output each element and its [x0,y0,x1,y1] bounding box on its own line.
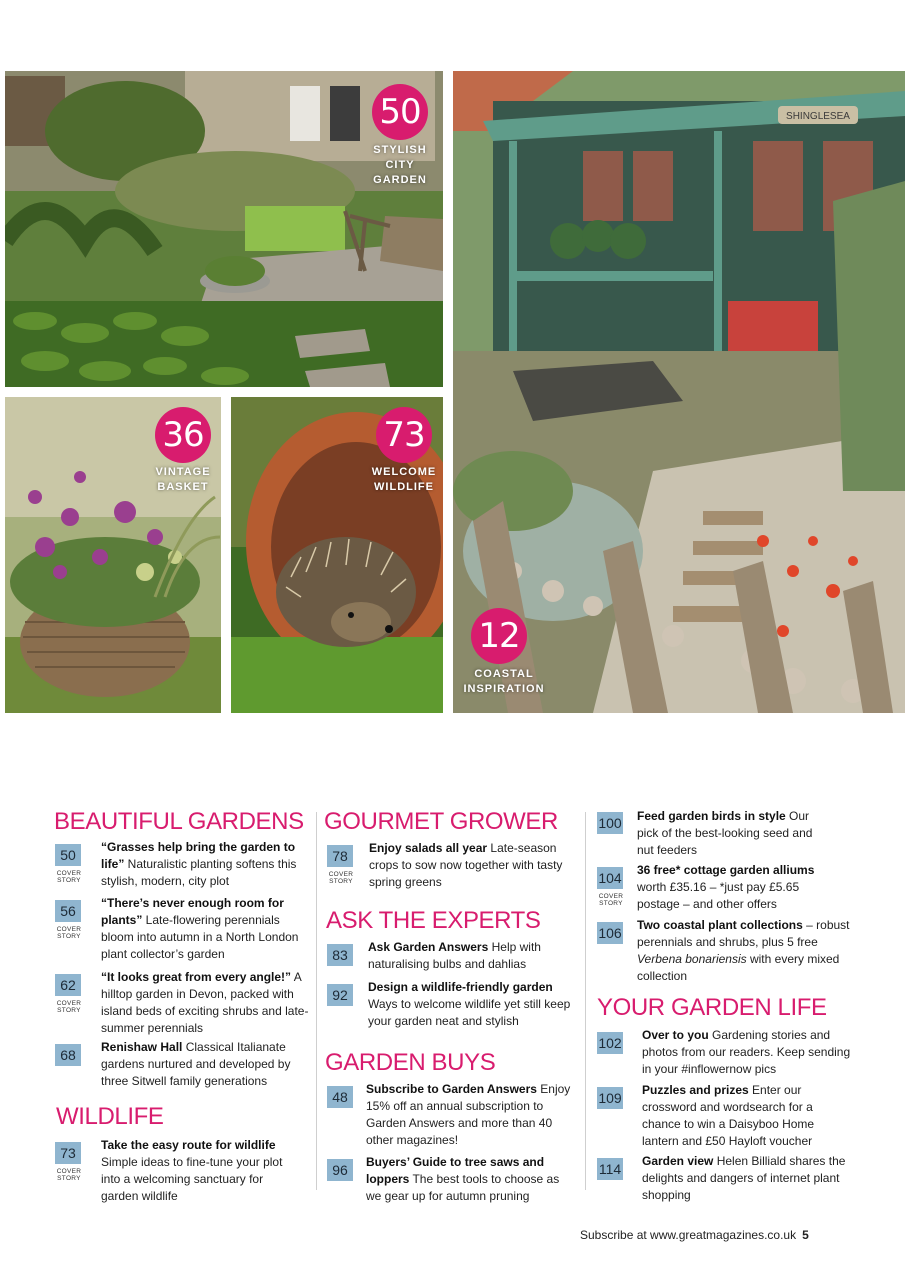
page-number: 50 [55,844,81,866]
coastal-photo [453,71,905,713]
page-number: 56 [55,900,81,922]
page-number: 104 [597,867,623,889]
contents-entry-102[interactable] [597,1028,852,1082]
page-number: 78 [327,845,353,867]
cover-story-label: COVER STORY [598,893,624,907]
section-title-your-garden-life: YOUR GARDEN LIFE [597,994,827,1021]
entry-text: Subscribe to Garden Answers Enjoy 15% off an annual subscription to Garden Answers and more than 40 other magazines! [366,1082,571,1147]
entry-text: “Grasses help bring the garden to life” Naturalistic planting softens this stylish, modern, city plot [101,840,297,888]
section-title-ask-the-experts: ASK THE EXPERTS [326,907,541,934]
cover-story-label: COVER STORY [328,871,354,885]
contents-entry-48[interactable] [327,1082,582,1150]
page-number-footer: 5 [802,1228,809,1242]
contents-entry-78[interactable] [327,841,577,895]
entry-text: Puzzles and prizes Enter our crossword and wordsearch for a chance to win a Daisyboo Home lantern and £50 Hayloft voucher [642,1083,815,1148]
contents-entry-106[interactable] [597,918,852,986]
cover-story-label: COVER STORY [56,1000,82,1014]
coastal-shed-illustration [453,71,905,713]
page-number: 100 [597,812,623,834]
photo-badge-36: 36 [155,407,211,463]
entry-text: 36 free* cottage garden alliums worth £35.16 – *just pay £5.65 postage – and other offers [637,863,815,911]
entry-text: Enjoy salads all year Late-season crops to sow now together with tasty spring greens [369,841,563,889]
page-number: 114 [597,1158,623,1180]
contents-entry-56[interactable] [55,896,310,964]
entry-text: Design a wildlife-friendly garden Ways to welcome wildlife yet still keep your garden neat and stylish [368,980,571,1028]
page-number: 48 [327,1086,353,1108]
subscribe-link[interactable]: Subscribe at www.greatmagazines.co.uk [580,1228,797,1242]
photo-caption-city-garden: STYLISH CITY GARDEN [373,144,427,186]
entry-text: Feed garden birds in style Our pick of the best-looking seed and nut feeders [637,809,813,857]
entry-text: Garden view Helen Billiald shares the delights and dangers of internet plant shopping [642,1154,846,1202]
column-divider-1 [316,812,317,1190]
section-title-gourmet-grower: GOURMET GROWER [324,808,558,835]
page-number: 106 [597,922,623,944]
section-title-garden-buys: GARDEN BUYS [325,1049,496,1076]
column-divider-2 [585,812,586,1190]
section-title-beautiful-gardens: BEAUTIFUL GARDENS [54,808,304,835]
entry-text: Buyers’ Guide to tree saws and loppers The best tools to choose as we gear up for autumn pruning [366,1155,560,1203]
shed-sign-text: SHINGLESEA [786,111,850,122]
contents-entry-73[interactable] [55,1138,310,1204]
cover-story-label: COVER STORY [56,870,82,884]
contents-entry-83[interactable] [327,940,577,980]
contents-entry-50[interactable] [55,840,310,896]
photo-badge-12: 12 [471,608,527,664]
page-footer [580,1228,809,1242]
contents-entry-114[interactable] [597,1154,852,1208]
photo-caption-vintage-basket: VINTAGE BASKET [155,466,211,493]
page-number: 96 [327,1159,353,1181]
cover-story-label: COVER STORY [56,1168,82,1182]
contents-entry-109[interactable] [597,1083,852,1151]
photo-caption-coastal: COASTAL INSPIRATION [463,668,545,695]
section-title-wildlife: WILDLIFE [56,1103,164,1130]
entry-text: Take the easy route for wildlife Simple ideas to fine-tune your plot into a welcoming sanctuary for garden wildlife [101,1138,283,1203]
entry-text: Two coastal plant collections – robust perennials and shrubs, plus 5 free Verbena bonariensis with every mixed collection [637,918,850,983]
entry-text: Ask Garden Answers Help with naturalising bulbs and dahlias [368,940,541,971]
contents-entry-96[interactable] [327,1155,582,1209]
entry-text: Over to you Gardening stories and photos from our readers. Keep sending in your #inflowernow pics [642,1028,851,1076]
contents-entry-62[interactable] [55,970,310,1035]
page-number: 83 [327,944,353,966]
page-number: 62 [55,974,81,996]
contents-entry-92[interactable] [327,980,577,1034]
contents-entry-104[interactable] [597,863,847,917]
photo-badge-73: 73 [376,407,432,463]
contents-entry-100[interactable] [597,809,847,862]
photo-badge-50: 50 [372,84,428,140]
photo-caption-hedgehog: WELCOME WILDLIFE [371,466,437,493]
cover-story-label: COVER STORY [56,926,82,940]
entry-text: “There’s never enough room for plants” Late-flowering perennials bloom into autumn in a North London plant collector’s garden [101,896,299,961]
page-number: 92 [327,984,353,1006]
entry-text: Renishaw Hall Classical Italianate gardens nurtured and developed by three Sitwell family generations [101,1040,291,1088]
page-number: 73 [55,1142,81,1164]
entry-text: “It looks great from every angle!” A hilltop garden in Devon, packed with island beds of exciting shrubs and late-summer perennials [101,970,309,1035]
page-number: 68 [55,1044,81,1066]
page-number: 109 [597,1087,623,1109]
contents-entry-68[interactable] [55,1040,310,1094]
page-number: 102 [597,1032,623,1054]
